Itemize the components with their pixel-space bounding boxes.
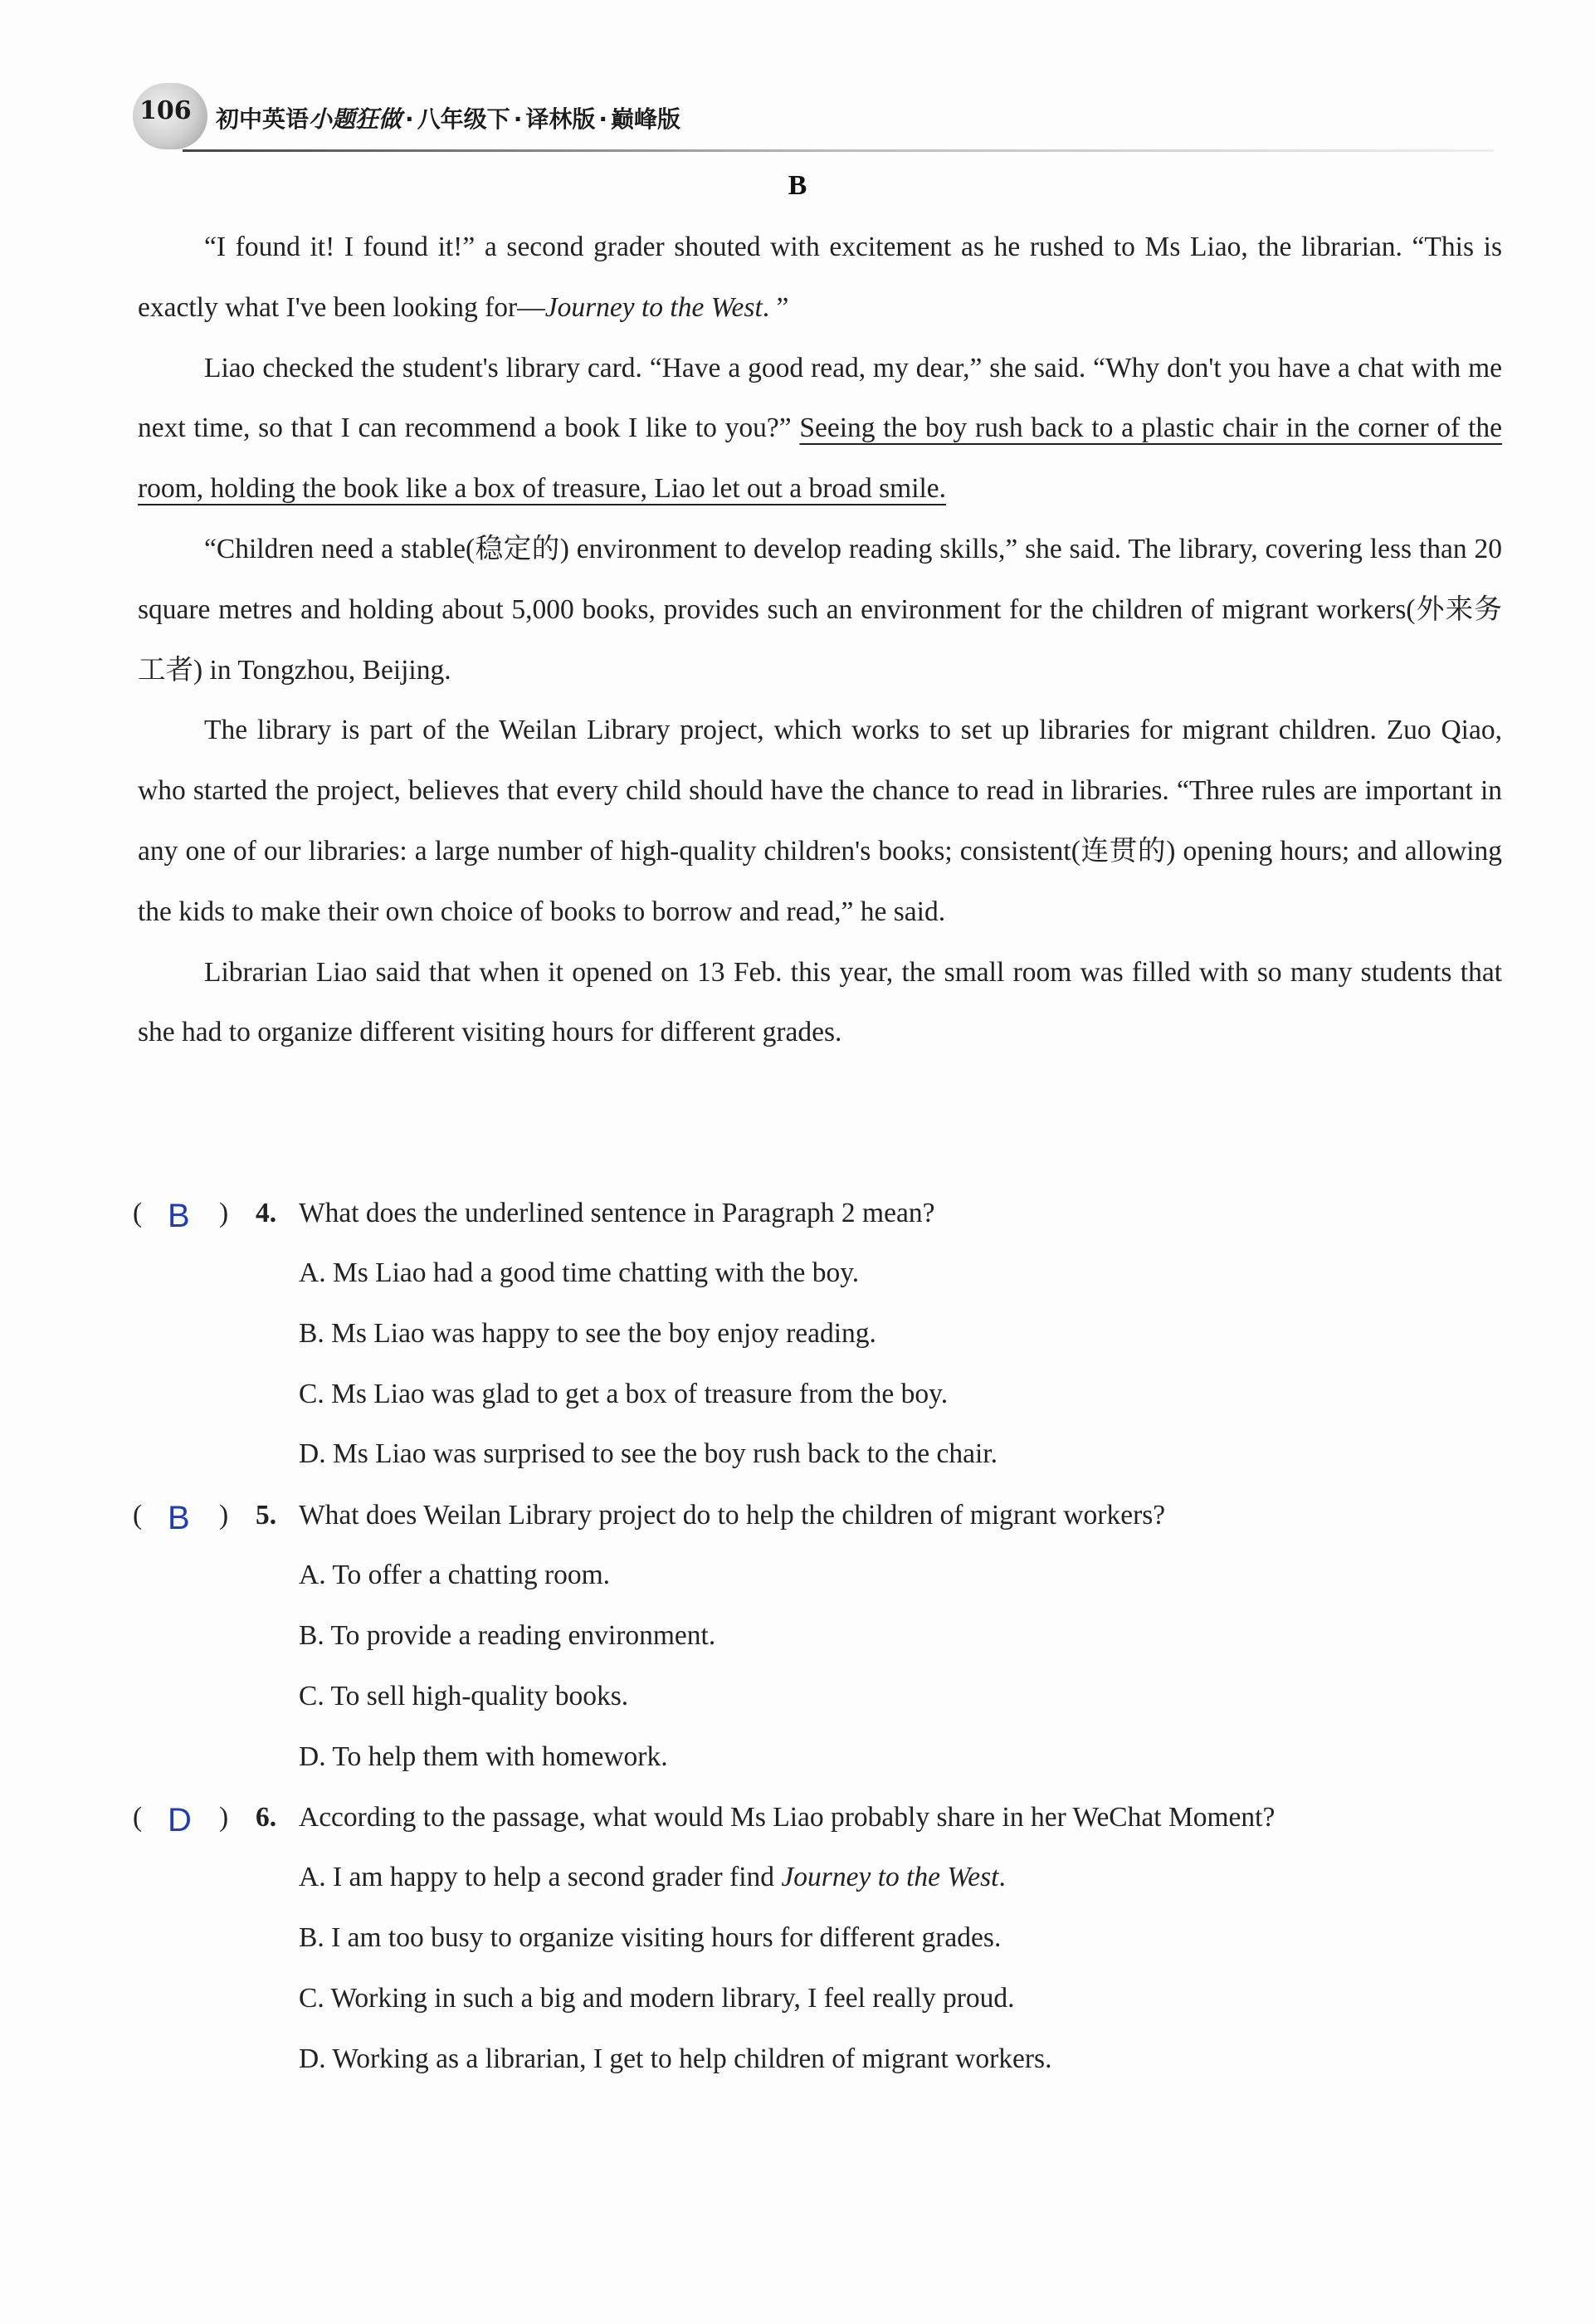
separator: · [598,105,607,133]
question-number: 6. [256,1802,277,1833]
option-a: A. Ms Liao had a good time chatting with the boy. [299,1257,860,1288]
passage-paragraph-2: Liao checked the student's library card. “Have a good read, my dear,” she said. “Why don't you have a chat with me next time, so that I can recommend a book I like to you?” Seeing the boy rush back to a plastic chair in the corner of the room, holding the book like a box of treasure, Liao let out a broad smile. [138,352,1502,505]
passage-paragraph-5: Librarian Liao said that when it opened on 13 Feb. this year, the small room was filled with so many students that she had to organize different visiting hours for different grades. [138,956,1502,1048]
page-header [133,83,1494,158]
question-number: 5. [256,1500,277,1531]
question-text: What does Weilan Library project do to help the children of migrant workers? [299,1500,1166,1531]
option-d: D. To help them with homework. [299,1741,668,1772]
option-a: A. To offer a chatting room. [299,1560,611,1591]
option-b: B. Ms Liao was happy to see the boy enjoy reading. [299,1317,876,1349]
page-number-badge [133,83,207,149]
option-c: C. To sell high-quality books. [299,1680,629,1711]
answer-bracket-open: ( [133,1198,143,1228]
answer-bracket-close: ) [219,1500,229,1531]
question-6 [133,1787,1502,1848]
question-text: According to the passage, what would Ms Liao probably share in her WeChat Moment? [299,1802,1276,1833]
option-c: C. Ms Liao was glad to get a box of treasure from the boy. [299,1378,949,1409]
book-title-italic: Journey to the West [781,1862,999,1893]
question-text: What does the underlined sentence in Paragraph 2 mean? [299,1198,935,1228]
answer-choice[interactable]: B [168,1198,190,1234]
grade-label: 八年级下 [417,105,510,133]
passage-paragraph-3: “Children need a stable(稳定的) environment to develop reading skills,” she said. The library, covering less than 20 square metres and holding about 5,000 books, provides such an environment for the children of migrant workers(外来务工者) in Tongzhou, Beijing. [138,533,1502,686]
question-4 [133,1183,1502,1243]
answer-bracket-close: ) [219,1802,229,1833]
passage-paragraph-4: The library is part of the Weilan Library project, which works to set up libraries for migrant children. Zuo Qiao, who started the project, believes that every child should have the chance to read in libraries. “Three rules are important in any one of our libraries: a large number of high-quality children's books; consistent(连贯的) opening hours; and allowing the kids to make their own choice of books to borrow and read,” he said. [138,715,1502,927]
answer-bracket-open: ( [133,1802,143,1833]
option-c: C. Working in such a big and modern library, I feel really proud. [299,1982,1015,2014]
separator: · [513,105,523,133]
reading-passage [138,217,1502,1063]
answer-choice[interactable]: D [168,1802,192,1839]
answer-bracket-open: ( [133,1500,143,1531]
answer-bracket-close: ) [219,1198,229,1228]
passage-paragraph-1: “I found it! I found it!” a second grader shouted with excitement as he rushed to Ms Liao, the librarian. “This is exactly what I've been looking for—Journey to the West. ” [138,232,1502,323]
question-list [133,1183,1502,2090]
brand-logo-text: 小题狂做 [309,105,402,133]
option-b: B. To provide a reading environment. [299,1619,716,1651]
option-a: A. I am happy to help a second grader find Journey to the West. [299,1862,1006,1893]
edition-label: 译林版 [525,105,596,133]
header-divider [183,149,1494,152]
separator: · [405,105,414,133]
book-title-italic: Journey to the West [544,291,763,323]
option-b: B. I am too busy to organize visiting hours for different grades. [299,1922,1002,1954]
section-heading: B [788,170,807,201]
question-5 [133,1485,1502,1545]
subject-label: 初中英语 [216,105,310,133]
question-number: 4. [256,1198,277,1228]
option-d: D. Ms Liao was surprised to see the boy rush back to the chair. [299,1438,997,1470]
page-number: 106 [139,96,192,125]
answer-choice[interactable]: B [168,1500,190,1537]
underlined-sentence: Seeing the boy rush back to a plastic chair in the corner of the room, holding the book like a box of treasure, Liao let out a broad smile. [138,413,1502,505]
book-title [216,101,680,134]
option-d: D. Working as a librarian, I get to help children of migrant workers. [299,2043,1052,2074]
version-label: 巅峰版 [610,105,680,133]
